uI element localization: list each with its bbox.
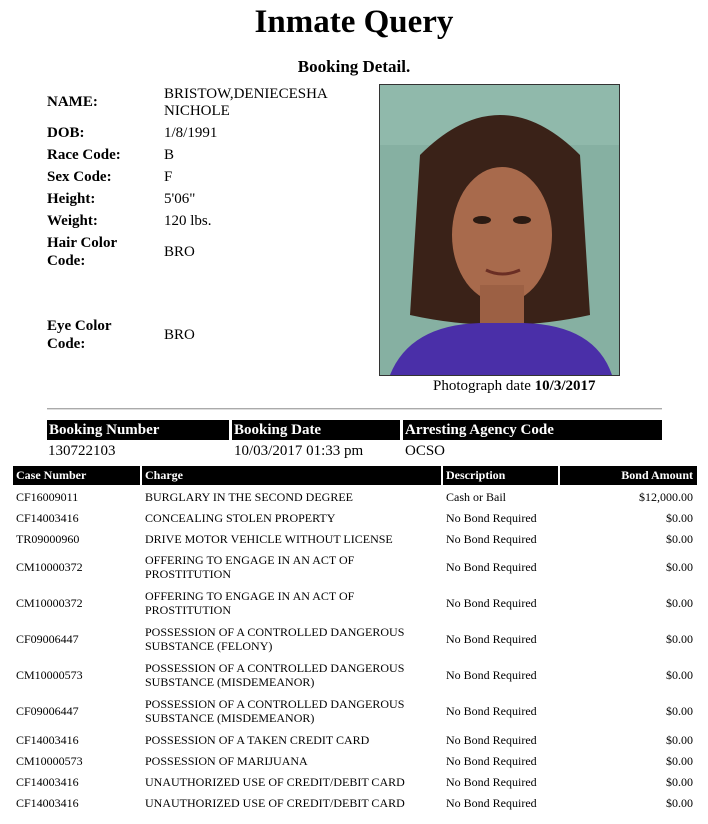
charge-cell (142, 528, 443, 549)
height-value: 5'06" (164, 191, 196, 207)
charge-line: OFFERING TO ENGAGE IN AN ACT OF (145, 553, 355, 567)
bond-amount-cell: $0.00 (666, 596, 693, 610)
bond-amount-cell: $0.00 (666, 531, 693, 546)
charge-line: SUBSTANCE (FELONY) (145, 639, 273, 653)
weight-value: 120 lbs. (164, 213, 212, 229)
photo-caption-prefix: Photograph date (433, 378, 531, 394)
description-cell: No Bond Required (446, 596, 537, 610)
charge-line: CONCEALING STOLEN PROPERTY (145, 510, 336, 525)
case-number-cell: CF14003416 (16, 510, 79, 525)
height-label: Height: (47, 191, 96, 207)
bond-amount-cell: $0.00 (666, 668, 693, 682)
charge-cell (142, 549, 443, 585)
bond-amount-cell: $0.00 (666, 774, 693, 789)
dob-label: DOB: (47, 125, 85, 141)
race-value: B (164, 147, 175, 163)
charge-cell (142, 621, 443, 657)
page-subtitle: Booking Detail. (297, 57, 411, 76)
bond-amount-cell: $0.00 (666, 732, 693, 747)
description-cell: No Bond Required (446, 753, 537, 768)
charge-cell (142, 792, 443, 813)
charge-cell (142, 693, 443, 729)
charge-row (13, 750, 697, 771)
hair-label-line1: Hair Color (47, 235, 118, 251)
charge-row (13, 657, 697, 693)
eye-value: BRO (164, 327, 195, 343)
charge-line: BURGLARY IN THE SECOND DEGREE (145, 489, 354, 504)
bond-amount-cell: $0.00 (666, 632, 693, 646)
description-cell: No Bond Required (446, 510, 537, 525)
arresting-agency-header: Arresting Agency Code (403, 420, 662, 440)
charge-line: SUBSTANCE (MISDEMEANOR) (145, 675, 315, 689)
charge-row (13, 528, 697, 549)
name-value-line2: NICHOLE (164, 103, 230, 119)
page-title: Inmate Query (254, 4, 454, 40)
charge-row (13, 771, 697, 792)
arresting-agency-value: OCSO (405, 443, 446, 459)
description-cell: No Bond Required (446, 774, 537, 789)
charge-line: POSSESSION OF MARIJUANA (145, 753, 308, 768)
description-cell: No Bond Required (446, 795, 537, 810)
case-number-cell: TR09000960 (16, 531, 80, 546)
description-cell: Cash or Bail (446, 489, 506, 504)
case-number-cell: CF09006447 (16, 632, 79, 646)
description-cell: No Bond Required (446, 632, 537, 646)
hair-value: BRO (164, 244, 195, 260)
photo-caption (433, 377, 596, 395)
mugshot-image (380, 85, 619, 375)
description-cell: No Bond Required (446, 668, 537, 682)
sex-label: Sex Code: (47, 169, 112, 185)
eye-label-line1: Eye Color (47, 318, 112, 334)
charge-cell (142, 486, 443, 507)
charge-row (13, 621, 697, 657)
photo-caption-date: 10/3/2017 (534, 378, 596, 394)
case-number-cell: CF14003416 (16, 774, 79, 789)
charge-row (13, 792, 697, 813)
charge-line: POSSESSION OF A TAKEN CREDIT CARD (145, 732, 370, 747)
description-header: Description (443, 466, 558, 485)
charge-line: SUBSTANCE (MISDEMEANOR) (145, 711, 315, 725)
section-divider (47, 408, 662, 410)
bond-amount-header: Bond Amount (560, 466, 697, 485)
charge-line: UNAUTHORIZED USE OF CREDIT/DEBIT CARD (145, 774, 405, 789)
charge-row (13, 486, 697, 507)
booking-number-header: Booking Number (47, 420, 229, 440)
case-number-cell: CF14003416 (16, 795, 79, 810)
sex-value: F (164, 169, 173, 185)
charge-header: Charge (142, 466, 441, 485)
charge-line: UNAUTHORIZED USE OF CREDIT/DEBIT CARD (145, 795, 405, 810)
charge-row (13, 549, 697, 585)
case-number-cell: CF16009011 (16, 489, 79, 504)
bond-amount-cell: $0.00 (666, 795, 693, 810)
bond-amount-cell: $0.00 (666, 753, 693, 768)
charge-cell (142, 507, 443, 528)
case-number-cell: CF14003416 (16, 732, 79, 747)
charges-table (13, 486, 697, 813)
charge-row (13, 729, 697, 750)
booking-number-value: 130722103 (48, 443, 116, 459)
charge-line: PROSTITUTION (145, 603, 231, 617)
charge-line: PROSTITUTION (145, 567, 231, 581)
case-number-cell: CM10000372 (16, 560, 83, 574)
bond-amount-cell: $12,000.00 (639, 489, 693, 504)
hair-label-line2: Code: (47, 253, 86, 269)
description-cell: No Bond Required (446, 704, 537, 718)
description-cell: No Bond Required (446, 560, 537, 574)
charge-cell (142, 750, 443, 771)
charge-line: POSSESSION OF A CONTROLLED DANGEROUS (145, 625, 405, 639)
charge-cell (142, 657, 443, 693)
name-value-line1: BRISTOW,DENIECESHA (164, 86, 328, 102)
bond-amount-cell: $0.00 (666, 704, 693, 718)
charge-row (13, 585, 697, 621)
bond-amount-cell: $0.00 (666, 510, 693, 525)
case-number-cell: CM10000573 (16, 668, 83, 682)
charge-cell (142, 729, 443, 750)
race-label: Race Code: (47, 147, 121, 163)
charge-cell (142, 771, 443, 792)
name-label: NAME: (47, 94, 98, 110)
dob-value: 1/8/1991 (164, 125, 218, 141)
charge-line: DRIVE MOTOR VEHICLE WITHOUT LICENSE (145, 531, 393, 546)
charge-line: POSSESSION OF A CONTROLLED DANGEROUS (145, 697, 405, 711)
description-cell: No Bond Required (446, 531, 537, 546)
charge-row (13, 507, 697, 528)
eye-label-line2: Code: (47, 336, 86, 352)
booking-date-header: Booking Date (232, 420, 400, 440)
charge-line: OFFERING TO ENGAGE IN AN ACT OF (145, 589, 355, 603)
description-cell: No Bond Required (446, 732, 537, 747)
booking-photo (379, 84, 620, 376)
weight-label: Weight: (47, 213, 98, 229)
charge-line: POSSESSION OF A CONTROLLED DANGEROUS (145, 661, 405, 675)
case-number-header: Case Number (13, 466, 140, 485)
bond-amount-cell: $0.00 (666, 560, 693, 574)
charge-cell (142, 585, 443, 621)
booking-date-value: 10/03/2017 01:33 pm (234, 443, 364, 459)
charges-table-body (13, 486, 697, 813)
case-number-cell: CM10000372 (16, 596, 83, 610)
case-number-cell: CF09006447 (16, 704, 79, 718)
case-number-cell: CM10000573 (16, 753, 83, 768)
charge-row (13, 693, 697, 729)
